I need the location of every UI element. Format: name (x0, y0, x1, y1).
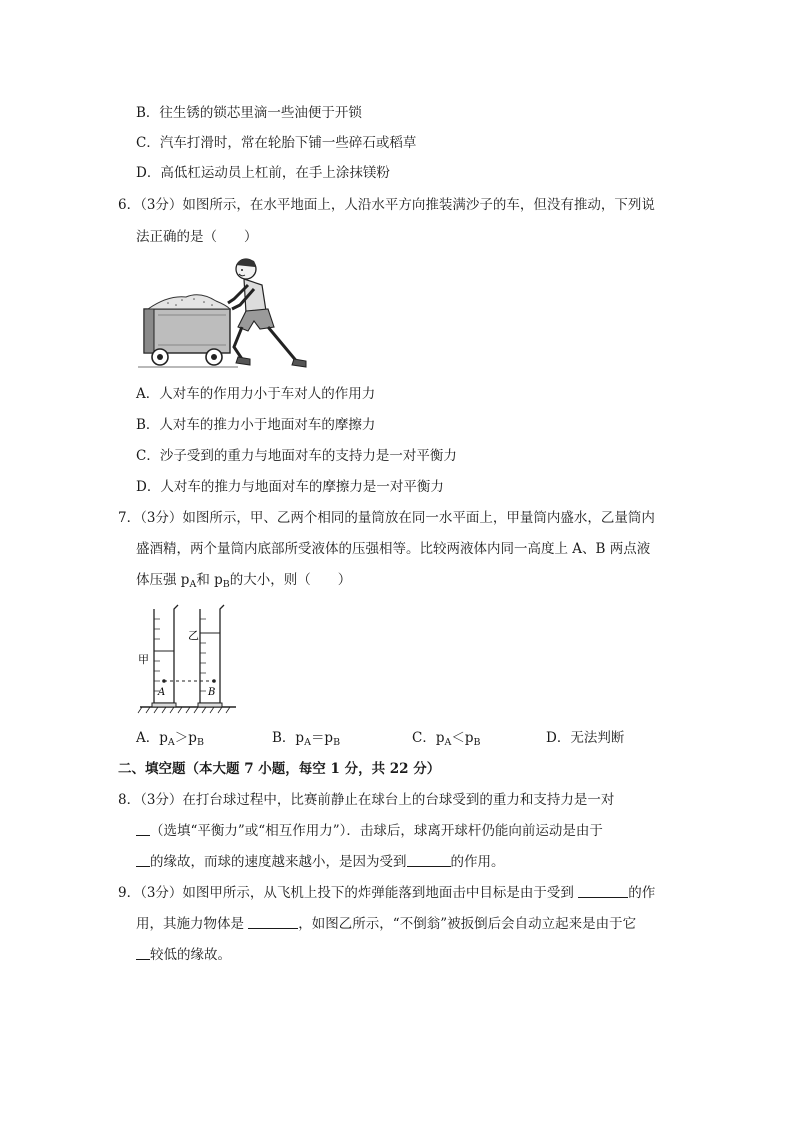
q9-line3: 较低的缘故。 (136, 946, 231, 964)
q8-line1: 8．（3分）在打台球过程中，比赛前静止在球台上的台球受到的重力和支持力是一对 (118, 792, 615, 808)
q8-line2: （选填“平衡力”或“相互作用力”）．击球后，球离开球杆仍能向前运动是由于 (136, 822, 603, 840)
q8-blank-2[interactable] (136, 853, 150, 867)
q8-blank-1[interactable] (136, 822, 150, 836)
label-yi: 乙 (188, 629, 199, 642)
q8-line3: 的缘故，而球的速度越来越小，是因为受到 的作用。 (136, 853, 505, 871)
q5-option-b: B．往生锈的锁芯里滴一些油便于开锁 (136, 105, 362, 121)
two-cylinders-figure (138, 603, 238, 715)
q6-option-c: C．沙子受到的重力与地面对车的支持力是一对平衡力 (136, 448, 457, 464)
q7-stem-line1: 7．（3分）如图所示，甲、乙两个相同的量筒放在同一水平面上，甲量筒内盛水，乙量筒内 (118, 510, 655, 526)
q7-stem-line3: 体压强 $p_A$和 $p_B$的大小，则（ ） (136, 572, 352, 590)
section-heading: 二、填空题（本大题 7 小题，每空 1 分，共 22 分） (118, 761, 441, 777)
q9-blank-2[interactable] (248, 915, 298, 929)
q9-blank-1[interactable] (578, 884, 628, 898)
q6-stem-line2: 法正确的是（ ） (136, 229, 258, 245)
q7-option-d: D．无法判断 (546, 730, 625, 746)
q5-option-c: C．汽车打滑时，常在轮胎下铺一些碎石或稻草 (136, 135, 417, 151)
q7-option-c: C．$p_A<p_B$ (412, 730, 481, 748)
q6-stem-line1: 6．（3分）如图所示，在水平地面上，人沿水平方向推装满沙子的车，但没有推动，下列说 (118, 197, 655, 213)
q6-option-b: B．人对车的推力小于地面对车的摩擦力 (136, 417, 376, 433)
label-point-b: B (208, 687, 216, 698)
q7-option-a: A．$p_A>p_B$ (136, 730, 204, 748)
q5-option-d: D．高低杠运动员上杠前，在手上涂抹镁粉 (136, 165, 390, 181)
q6-option-d: D．人对车的推力与地面对车的摩擦力是一对平衡力 (136, 479, 444, 495)
q8-blank-3[interactable] (407, 853, 451, 867)
person-pushing-cart-figure (138, 255, 310, 373)
q9-blank-3[interactable] (136, 946, 150, 960)
label-jia: 甲 (138, 653, 149, 666)
q7-stem-line2: 盛酒精，两个量筒内底部所受液体的压强相等。比较两液体内同一高度上 A、B 两点液 (136, 541, 651, 557)
q9-line2: 用，其施力物体是 ，如图乙所示，“不倒翁”被扳倒后会自动立起来是由于它 (136, 916, 637, 932)
q6-option-a: A．人对车的作用力小于车对人的作用力 (136, 386, 376, 402)
label-point-a: A (158, 687, 166, 698)
q7-option-b: B．$p_A=p_B$ (272, 730, 341, 748)
q9-line1: 9．（3分）如图甲所示，从飞机上投下的炸弹能落到地面击中目标是由于受到 的作 (118, 885, 656, 901)
